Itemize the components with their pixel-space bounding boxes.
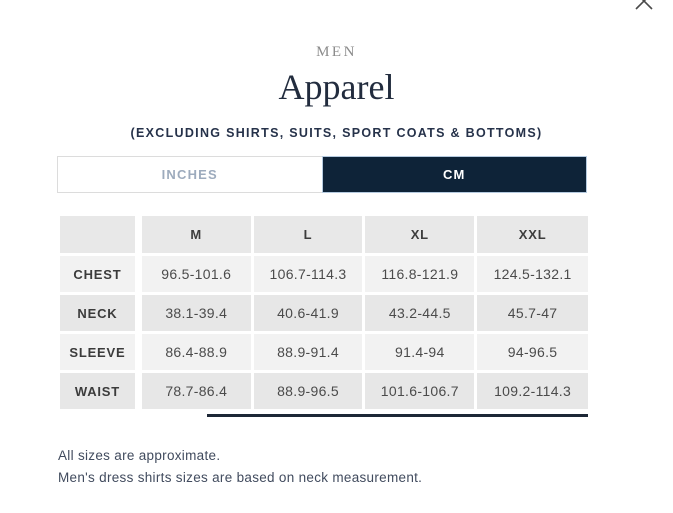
footnote-dress-shirts: Men's dress shirts sizes are based on neck measurement. (58, 470, 423, 485)
table-cell: 94-96.5 (477, 334, 588, 370)
subtitle-exclusions: (EXCLUDING SHIRTS, SUITS, SPORT COATS & BOTTOMS) (130, 126, 543, 140)
close-icon (633, 0, 655, 12)
table-cell: 91.4-94 (365, 334, 474, 370)
table-cell: 38.1-39.4 (142, 295, 251, 331)
footnote-approximate: All sizes are approximate. (58, 448, 221, 463)
table-row-waist (60, 373, 588, 409)
page-title: Apparel (278, 67, 395, 107)
table-cell: 101.6-106.7 (365, 373, 474, 409)
column-header-m: M (142, 216, 251, 253)
category-label: MEN (316, 44, 357, 60)
table-cell: 96.5-101.6 (142, 256, 251, 292)
table-cell: 40.6-41.9 (254, 295, 363, 331)
row-label: WAIST (60, 373, 135, 409)
table-cell: 78.7-86.4 (142, 373, 251, 409)
column-header-xxl: XXL (477, 216, 588, 253)
table-cell: 109.2-114.3 (477, 373, 588, 409)
table-cell: 106.7-114.3 (254, 256, 363, 292)
table-cell: 43.2-44.5 (365, 295, 474, 331)
table-cell: 88.9-96.5 (254, 373, 363, 409)
row-label: SLEEVE (60, 334, 135, 370)
table-cell: 124.5-132.1 (477, 256, 588, 292)
row-label: NECK (60, 295, 135, 331)
close-button[interactable] (633, 0, 655, 12)
table-row-neck (60, 295, 588, 331)
size-table (60, 216, 588, 412)
tab-cm[interactable]: CM (322, 156, 588, 193)
table-cell: 88.9-91.4 (254, 334, 363, 370)
table-cell: 86.4-88.9 (142, 334, 251, 370)
row-label: CHEST (60, 256, 135, 292)
table-cell: 45.7-47 (477, 295, 588, 331)
table-header-row (60, 216, 588, 253)
table-row-sleeve (60, 334, 588, 370)
table-cell: 116.8-121.9 (365, 256, 474, 292)
table-row-chest (60, 256, 588, 292)
table-corner-cell (60, 216, 135, 253)
column-header-l: L (254, 216, 363, 253)
unit-tabs (57, 156, 587, 193)
tab-inches[interactable]: INCHES (57, 156, 322, 193)
column-header-xl: XL (365, 216, 474, 253)
horizontal-scrollbar-thumb[interactable] (207, 414, 588, 417)
